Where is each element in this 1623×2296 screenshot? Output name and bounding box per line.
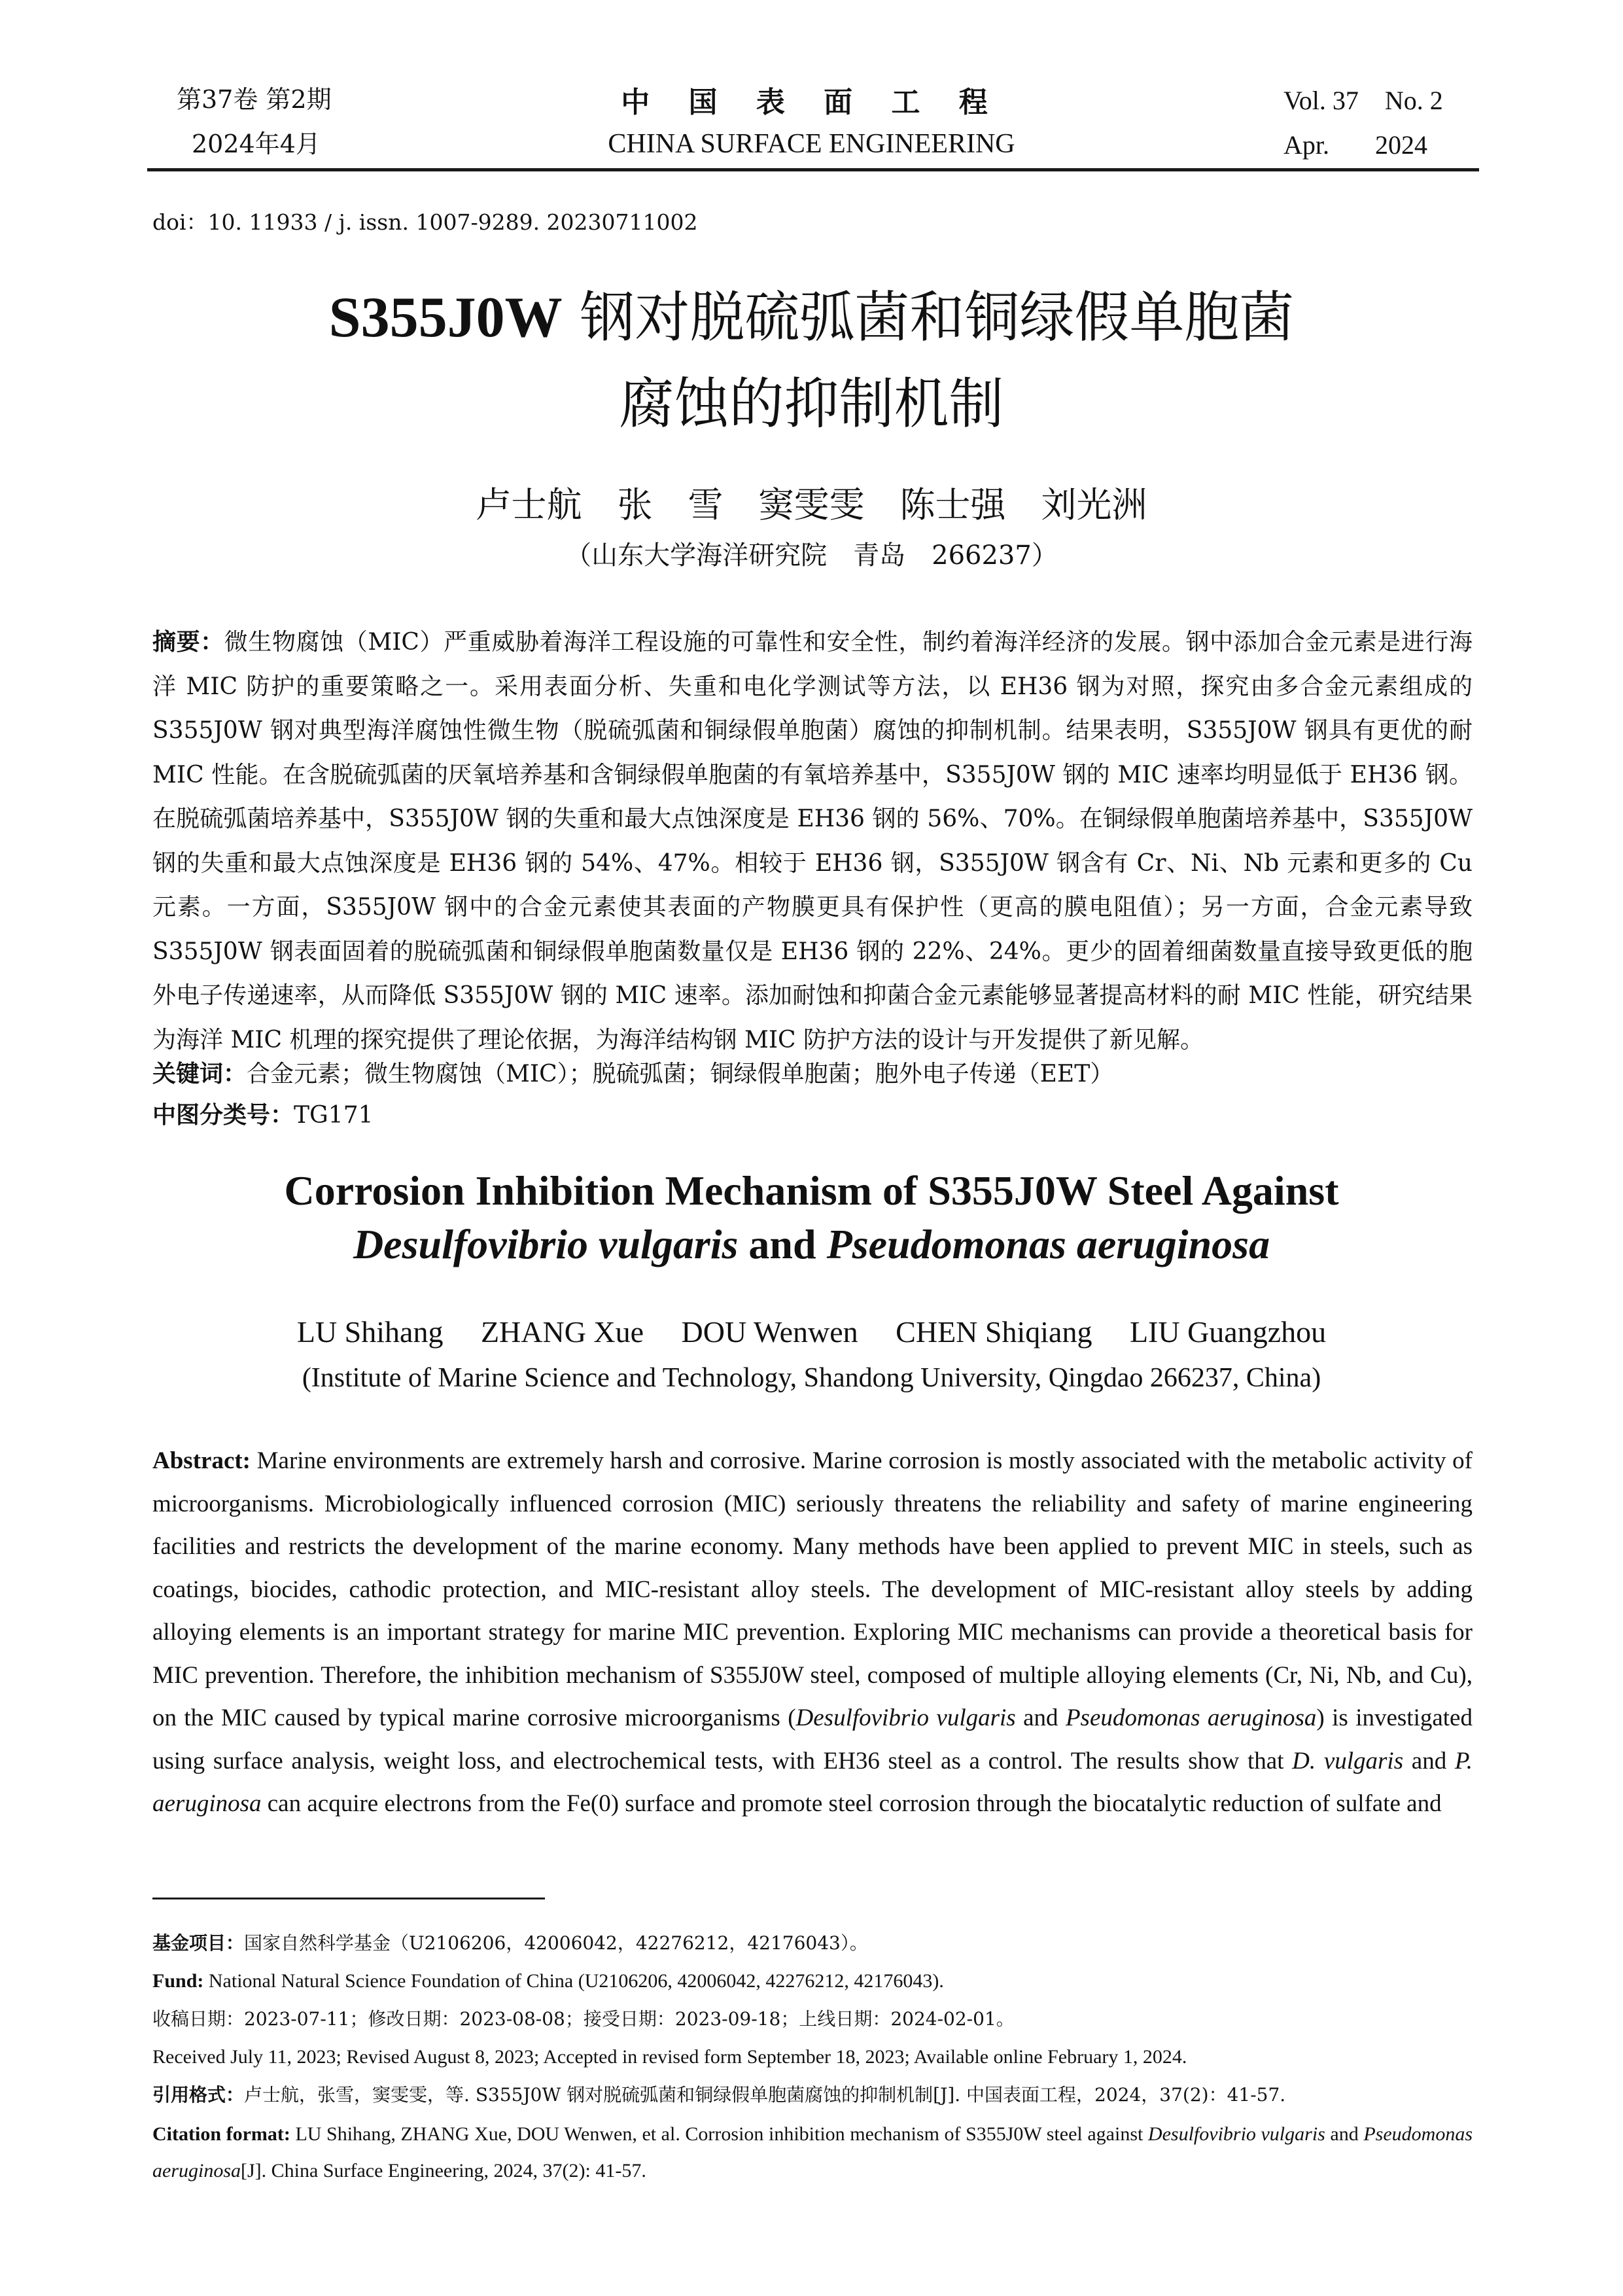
title-en-line2 xyxy=(0,1218,1623,1271)
citation-en-text-3: [J]. China Surface Engineering, 2024, 37(2): 41-57. xyxy=(241,2160,646,2181)
keywords-cn-label: 关键词： xyxy=(152,1061,247,1087)
footnote-fund-en xyxy=(152,1964,1473,1998)
abstract-cn-text: 微生物腐蚀（MIC）严重威胁着海洋工程设施的可靠性和安全性，制约着海洋经济的发展。钢中添加合金元素是进行海洋 MIC 防护的重要策略之一。采用表面分析、失重和电化学测试等方法，以 EH36 钢为对照，探究由多合金元素组成的 S355J0W 钢对典型海洋腐蚀性微生物（脱硫弧菌和铜绿假单胞菌）腐蚀的抑制机制。结果表明，S355J0W 钢具有更优的耐 MIC 性能。在含脱硫弧菌的厌氧培养基和含铜绿假单胞菌的有氧培养基中，S355J0W 钢的 MIC 速率均明显低于 EH36 钢。在脱硫弧菌培养基中，S355J0W 钢的失重和最大点蚀深度是 EH36 钢的 56%、70%。在铜绿假单胞菌培养基中，S355J0W 钢的失重和最大点蚀深度是 EH36 钢的 54%、47%。相较于 EH36 钢，S355J0W 钢含有 Cr、Ni、Nb 元素和更多的 Cu 元素。一方面，S355J0W 钢中的合金元素使其表面的产物膜更具有保护性（更高的膜电阻值）；另一方面，合金元素导致 S355J0W 钢表面固着的脱硫弧菌和铜绿假单胞菌数量仅是 EH36 钢的 22%、24%。更少的固着细菌数量直接导致更低的胞外电子传递速率，从而降低 S355J0W 钢的 MIC 速率。添加耐蚀和抑菌合金元素能够显著提高材料的耐 MIC 性能，研究结果为海洋 MIC 机理的探究提供了理论依据，为海洋结构钢 MIC 防护方法的设计与开发提供了新见解。 xyxy=(152,629,1473,1053)
fund-cn-text: 国家自然科学基金（U2106206，42006042，42276212，42176043）。 xyxy=(244,1932,868,1954)
abstract-en-italic-2: Pseudomonas aeruginosa xyxy=(1065,1704,1317,1731)
affiliation-cn: （山东大学海洋研究院 青岛 266237） xyxy=(565,540,1058,571)
header-date-cn: 2024年4月 xyxy=(192,130,321,158)
affiliation-en: (Institute of Marine Science and Technology, Shandong University, Qingdao 266237, China) xyxy=(302,1363,1321,1393)
abstract-cn-label: 摘要： xyxy=(152,629,224,656)
header-rule xyxy=(147,168,1479,171)
title-en-species-1: Desulfovibrio vulgaris xyxy=(353,1221,739,1267)
citation-cn-text: 卢士航，张雪，窦雯雯，等. S355J0W 钢对脱硫弧菌和铜绿假单胞菌腐蚀的抑制机制[J]. 中国表面工程，2024，37(2)：41-57. xyxy=(244,2084,1286,2106)
citation-en-italic-2: Pseudomonas aeruginosa xyxy=(152,2123,1473,2181)
title-en-line1: Corrosion Inhibition Mechanism of S355J0W Steel Against xyxy=(284,1167,1339,1214)
header-volume-en: Vol. 37 No. 2 xyxy=(1283,86,1443,115)
keywords-cn-text: 合金元素；微生物腐蚀（MIC）；脱硫弧菌；铜绿假单胞菌；胞外电子传递（EET） xyxy=(247,1061,1114,1087)
title-en-and: and xyxy=(738,1221,827,1267)
abstract-en-italic-3: D. vulgaris xyxy=(1292,1747,1404,1775)
footnote-dates-en: Received July 11, 2023; Revised August 8, 2023; Accepted in revised form September 18, 2023; Available online February 1, 2024. xyxy=(152,2046,1187,2068)
keywords-cn xyxy=(152,1052,1473,1097)
abstract-en xyxy=(152,1439,1473,1826)
header-volume-cn: 第37卷 第2期 xyxy=(177,85,332,114)
abstract-en-italic-4: P. aeruginosa xyxy=(152,1747,1473,1817)
authors-cn: 卢士航 张 雪 窦雯雯 陈士强 刘光洲 xyxy=(476,484,1147,525)
abstract-cn xyxy=(152,620,1473,1062)
fund-en-label: Fund: xyxy=(152,1970,204,1992)
doi: doi：10. 11933 / j. issn. 1007-9289. 20230711002 xyxy=(152,209,698,235)
clc-text: TG171 xyxy=(294,1102,374,1129)
citation-en-text-1: LU Shihang, ZHANG Xue, DOU Wenwen, et al. Corrosion inhibition mechanism of S355J0W steel against xyxy=(290,2123,1148,2145)
footnote-citation-cn xyxy=(152,2078,1473,2112)
title-cn-line1-text: 钢对脱硫弧菌和铜绿假单胞菌 xyxy=(562,285,1295,349)
citation-en-text-2: and xyxy=(1325,2123,1364,2145)
citation-en-label: Citation format: xyxy=(152,2123,290,2145)
fund-cn-label: 基金项目： xyxy=(152,1932,245,1954)
footnote-fund-cn xyxy=(152,1926,1473,1960)
title-en-species-2: Pseudomonas aeruginosa xyxy=(826,1221,1270,1267)
header-date-en: Apr. 2024 xyxy=(1283,130,1427,160)
title-cn-steel-grade: S355J0W xyxy=(328,286,563,349)
footnote-citation-en xyxy=(152,2116,1473,2189)
abstract-en-text-3: ) is investigated using surface analysis, weight loss, and electrochemical tests, with EH36 steel as a control. The results show that xyxy=(152,1704,1473,1775)
abstract-en-text-1: Marine environments are extremely harsh and corrosive. Marine corrosion is mostly associated with the metabolic activity of microorganisms. Microbiologically influenced corrosion (MIC) seriously threatens the reliability and safety of marine engineering facilities and restricts the development of the marine economy. Many methods have been applied to prevent MIC in steels, such as coatings, biocides, cathodic protection, and MIC-resistant alloy steels. The development of MIC-resistant alloy steels by adding alloying elements is an important strategy for marine MIC prevention. Exploring MIC mechanisms can provide a theoretical basis for MIC prevention. Therefore, the inhibition mechanism of S355J0W steel, composed of multiple alloying elements (Cr, Ni, Nb, and Cu), on the MIC caused by typical marine corrosive microorganisms ( xyxy=(152,1447,1473,1731)
footnote-rule xyxy=(152,1898,545,1899)
abstract-en-text-4: and xyxy=(1403,1747,1455,1775)
clc-label: 中图分类号： xyxy=(152,1102,294,1129)
citation-cn-label: 引用格式： xyxy=(152,2084,245,2106)
abstract-en-text-5: can acquire electrons from the Fe(0) surface and promote steel corrosion through the biocatalytic reduction of sulfate and xyxy=(261,1790,1442,1817)
title-cn-line2: 腐蚀的抑制机制 xyxy=(619,372,1004,436)
title-cn-line1 xyxy=(0,281,1623,354)
abstract-en-italic-1: Desulfovibrio vulgaris xyxy=(795,1704,1016,1731)
fund-en-text: National Natural Science Foundation of China (U2106206, 42006042, 42276212, 42176043). xyxy=(203,1970,944,1992)
abstract-en-text-2: and xyxy=(1015,1704,1066,1731)
clc-number xyxy=(152,1093,1473,1138)
footnote-dates-cn: 收稿日期：2023-07-11；修改日期：2023-08-08；接受日期：2023-09-18；上线日期：2024-02-01。 xyxy=(152,2008,1015,2030)
journal-name-cn: 中 国 表 面 工 程 xyxy=(621,86,1002,119)
journal-name-en: CHINA SURFACE ENGINEERING xyxy=(608,129,1015,159)
citation-en-italic-1: Desulfovibrio vulgaris xyxy=(1147,2123,1325,2145)
authors-en: LU Shihang ZHANG Xue DOU Wenwen CHEN Shiqiang LIU Guangzhou xyxy=(296,1315,1327,1349)
abstract-en-label: Abstract: xyxy=(152,1447,251,1474)
